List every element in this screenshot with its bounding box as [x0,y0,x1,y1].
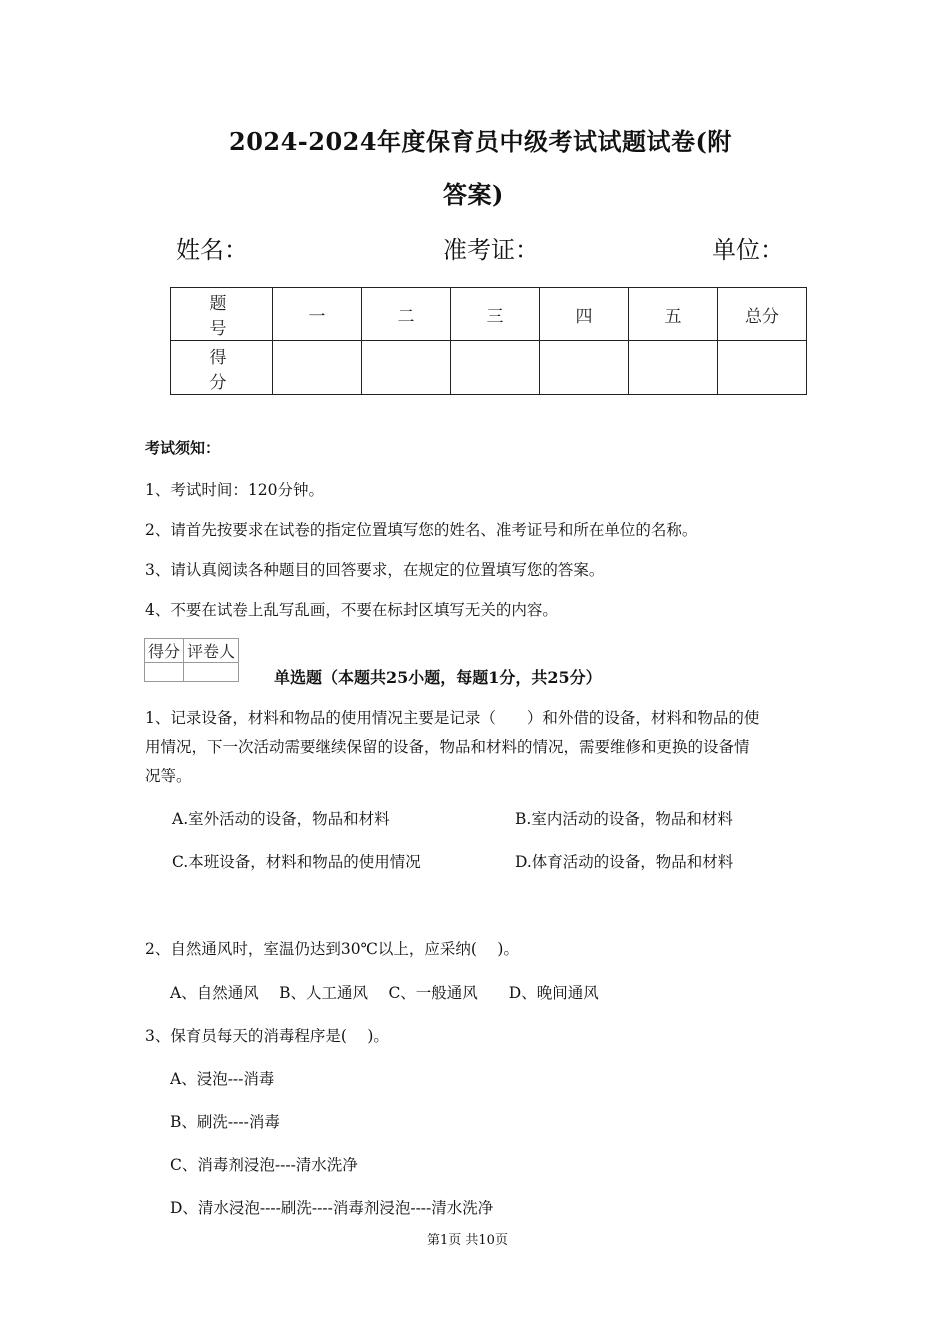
total-header: 总分 [718,288,807,341]
notice-item: 4、不要在试卷上乱写乱画，不要在标封区填写无关的内容。 [145,601,558,619]
score-row-label: 得 分 [171,341,273,395]
question-3-text: 3、保育员每天的消毒程序是( )。 [145,1027,389,1045]
notice-title: 考试须知： [145,439,221,457]
question-2-options: A、自然通风 B、人工通风 C、一般通风 D、晚间通风 [170,984,599,1002]
grader-score-cell [145,663,184,682]
question-1-option-b: B.室内活动的设备，物品和材料 [515,810,733,828]
score-table [170,287,807,395]
section-1-header: 一 [273,288,362,341]
score-table-header-row [171,288,807,341]
grader-score-label: 得分 [145,639,184,663]
exam-id-field-label: 准考证： [443,236,539,264]
question-number-header: 题 号 [171,288,273,341]
score-cell [718,341,807,395]
question-3-option-a: A、浸泡---消毒 [170,1070,275,1088]
question-3-option-d: D、清水浸泡----刷洗----消毒剂浸泡----清水洗净 [170,1199,494,1217]
question-1-line: 况等。 [145,767,192,785]
score-cell [629,341,718,395]
score-cell [451,341,540,395]
grader-name-cell [184,663,239,682]
page-footer: 第1页 共10页 [427,1233,508,1248]
section-3-header: 三 [451,288,540,341]
question-2-text: 2、自然通风时，室温仍达到30℃以上，应采纳( )。 [145,940,519,958]
section-title: 单选题（本题共25小题，每题1分，共25分） [274,668,602,687]
grader-box [144,638,239,682]
question-1-option-a: A.室外活动的设备，物品和材料 [172,810,390,828]
score-cell [540,341,629,395]
notice-item: 1、考试时间：120分钟。 [145,481,324,499]
score-table-score-row [171,341,807,395]
score-cell [273,341,362,395]
notice-item: 3、请认真阅读各种题目的回答要求，在规定的位置填写您的答案。 [145,561,605,579]
question-3-option-b: B、刷洗----消毒 [170,1113,280,1131]
unit-field-label: 单位： [712,236,784,264]
grader-name-label: 评卷人 [184,639,239,663]
question-1-option-d: D.体育活动的设备，物品和材料 [515,853,734,871]
document-title-line1: 2024-2024年度保育员中级考试试题试卷(附 [229,127,732,156]
section-5-header: 五 [629,288,718,341]
question-1-line: 用情况，下一次活动需要继续保留的设备，物品和材料的情况，需要维修和更换的设备情 [145,738,750,756]
question-1-line: 1、记录设备，材料和物品的使用情况主要是记录（ ）和外借的设备，材料和物品的使 [145,709,760,727]
document-title-line2: 答案) [443,180,504,209]
score-cell [362,341,451,395]
question-3-option-c: C、消毒剂浸泡----清水洗净 [170,1156,358,1174]
name-field-label: 姓名： [176,236,248,264]
section-2-header: 二 [362,288,451,341]
question-1-option-c: C.本班设备，材料和物品的使用情况 [172,853,421,871]
notice-item: 2、请首先按要求在试卷的指定位置填写您的姓名、准考证号和所在单位的名称。 [145,521,698,539]
section-4-header: 四 [540,288,629,341]
